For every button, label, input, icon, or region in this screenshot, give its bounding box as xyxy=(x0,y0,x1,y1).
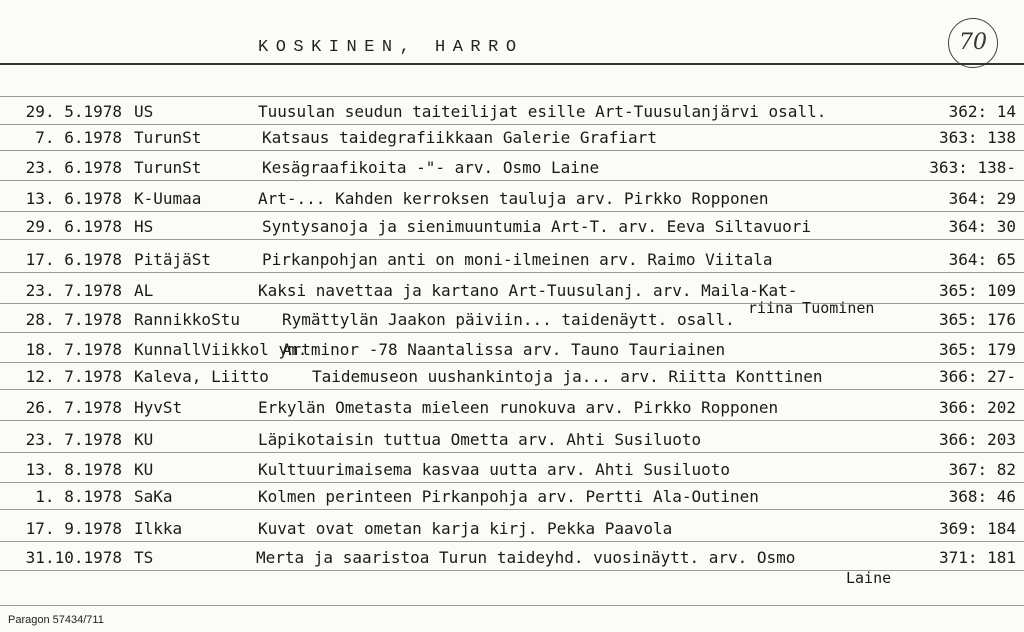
entry-reference: 365: 176 xyxy=(938,310,1016,329)
entry-source: PitäjäSt xyxy=(134,250,212,269)
entry-reference: 366: 203 xyxy=(938,430,1016,449)
row-rule xyxy=(0,389,1024,390)
header-rule xyxy=(0,63,1024,65)
entry-reference: 363: 138 xyxy=(938,128,1016,147)
entry-date: 13. 6.1978 xyxy=(25,189,122,208)
bottom-rule xyxy=(0,605,1024,606)
entry-title: Katsaus taidegrafiikkaan Galerie Grafiart xyxy=(262,128,657,147)
row-rule xyxy=(0,452,1024,453)
entry-reference: 365: 109 xyxy=(938,281,1016,300)
entry-reference: 366: 27- xyxy=(938,367,1016,386)
row-rule xyxy=(0,332,1024,333)
entry-reference: 364: 65 xyxy=(948,250,1016,269)
row-rule xyxy=(0,124,1024,125)
row-rule xyxy=(0,541,1024,542)
entry-title: Kolmen perinteen Pirkanpohja arv. Pertti Ala-Outinen xyxy=(258,487,759,506)
entry-reference: 369: 184 xyxy=(938,519,1016,538)
entry-source: HyvSt xyxy=(134,398,183,417)
entry-source: SaKa xyxy=(134,487,173,506)
entry-title: Rymättylän Jaakon päiviin... taidenäytt. osall. xyxy=(282,310,735,329)
entry-date: 31.10.1978 xyxy=(25,548,122,567)
entry-date: 23. 7.1978 xyxy=(25,430,122,449)
entry-title: Läpikotaisin tuttua Ometta arv. Ahti Susiluoto xyxy=(258,430,702,449)
entry-reference: 364: 30 xyxy=(948,217,1016,236)
row-rule xyxy=(0,239,1024,240)
entry-source: Kaleva, Liitto xyxy=(134,367,269,386)
table-row xyxy=(0,158,1024,184)
entry-title: Erkylän Ometasta mieleen runokuva arv. Pirkko Ropponen xyxy=(258,398,779,417)
row-rule xyxy=(0,211,1024,212)
entry-title: Syntysanoja ja sienimuuntumia Art-T. arv. Eeva Siltavuori xyxy=(262,217,812,236)
table-row xyxy=(0,430,1024,456)
row-rule xyxy=(0,180,1024,181)
entry-source: KU xyxy=(134,460,154,479)
row-rule xyxy=(0,482,1024,483)
entry-date: 1. 8.1978 xyxy=(35,487,122,506)
entry-source: HS xyxy=(134,217,154,236)
row-rule xyxy=(0,272,1024,273)
entry-source: AL xyxy=(134,281,154,300)
entry-date: 26. 7.1978 xyxy=(25,398,122,417)
table-row xyxy=(0,189,1024,215)
table-row xyxy=(0,102,1024,128)
table-row xyxy=(0,487,1024,513)
entry-date: 23. 7.1978 xyxy=(25,281,122,300)
table-row xyxy=(0,460,1024,486)
entry-title: Pirkanpohjan anti on moni-ilmeinen arv. Raimo Viitala xyxy=(262,250,773,269)
entry-source: TS xyxy=(134,548,154,567)
card-title: KOSKINEN, HARRO xyxy=(258,38,524,57)
entry-reference: 363: 138- xyxy=(929,158,1016,177)
entry-source: K-Uumaa xyxy=(134,189,202,208)
entry-source: TurunSt xyxy=(134,158,202,177)
entry-reference: 368: 46 xyxy=(948,487,1016,506)
entry-title: Kaksi navettaa ja kartano Art-Tuusulanj. arv. Maila-Kat- xyxy=(258,281,798,300)
footer-printmark: Paragon 57434/711 xyxy=(8,614,104,626)
entry-source: KU xyxy=(134,430,154,449)
entry-title: Kesägraafikoita -"- arv. Osmo Laine xyxy=(262,158,600,177)
entry-date: 12. 7.1978 xyxy=(25,367,122,386)
entry-date: 18. 7.1978 xyxy=(25,340,122,359)
row-rule xyxy=(0,150,1024,151)
table-row xyxy=(0,128,1024,154)
entry-date: 29. 5.1978 xyxy=(25,102,122,121)
entry-reference: 364: 29 xyxy=(948,189,1016,208)
entry-reference: 365: 179 xyxy=(938,340,1016,359)
entry-title: Taidemuseon uushankintoja ja... arv. Riitta Konttinen xyxy=(312,367,823,386)
entry-date: 13. 8.1978 xyxy=(25,460,122,479)
entry-reference: 362: 14 xyxy=(948,102,1016,121)
entry-date: 28. 7.1978 xyxy=(25,310,122,329)
row-rule xyxy=(0,362,1024,363)
entry-title: Merta ja saaristoa Turun taideyhd. vuosinäytt. arv. Osmo xyxy=(256,548,796,567)
table-row xyxy=(0,250,1024,276)
row-rule xyxy=(0,420,1024,421)
table-row xyxy=(0,367,1024,393)
entry-title: Artminor -78 Naantalissa arv. Tauno Tauriainen xyxy=(282,340,726,359)
table-row xyxy=(0,340,1024,366)
entry-reference: 371: 181 xyxy=(938,548,1016,567)
table-row xyxy=(0,398,1024,424)
rule xyxy=(0,96,1024,97)
entry-source: US xyxy=(134,102,154,121)
row-rule xyxy=(0,509,1024,510)
entry-date: 7. 6.1978 xyxy=(35,128,122,147)
table-row xyxy=(0,519,1024,545)
card-number-stamp: 70 xyxy=(948,18,998,68)
entry-source: KunnallViikkol ym. xyxy=(134,340,308,359)
entry-date: 23. 6.1978 xyxy=(25,158,122,177)
entry-title: Tuusulan seudun taiteilijat esille Art-Tuusulanjärvi osall. xyxy=(258,102,827,121)
entry-title: Kuvat ovat ometan karja kirj. Pekka Paavola xyxy=(258,519,673,538)
continuation-text: Laine xyxy=(846,569,892,587)
entry-source: TurunSt xyxy=(134,128,202,147)
entry-source: Ilkka xyxy=(134,519,183,538)
entry-title: Art-... Kahden kerroksen tauluja arv. Pirkko Ropponen xyxy=(258,189,769,208)
entry-date: 29. 6.1978 xyxy=(25,217,122,236)
entry-reference: 367: 82 xyxy=(948,460,1016,479)
table-row xyxy=(0,217,1024,243)
continuation-text: riina Tuominen xyxy=(748,299,875,317)
entry-source: RannikkoStu xyxy=(134,310,240,329)
entry-reference: 366: 202 xyxy=(938,398,1016,417)
entry-date: 17. 9.1978 xyxy=(25,519,122,538)
entry-title: Kulttuurimaisema kasvaa uutta arv. Ahti Susiluoto xyxy=(258,460,731,479)
entry-date: 17. 6.1978 xyxy=(25,250,122,269)
